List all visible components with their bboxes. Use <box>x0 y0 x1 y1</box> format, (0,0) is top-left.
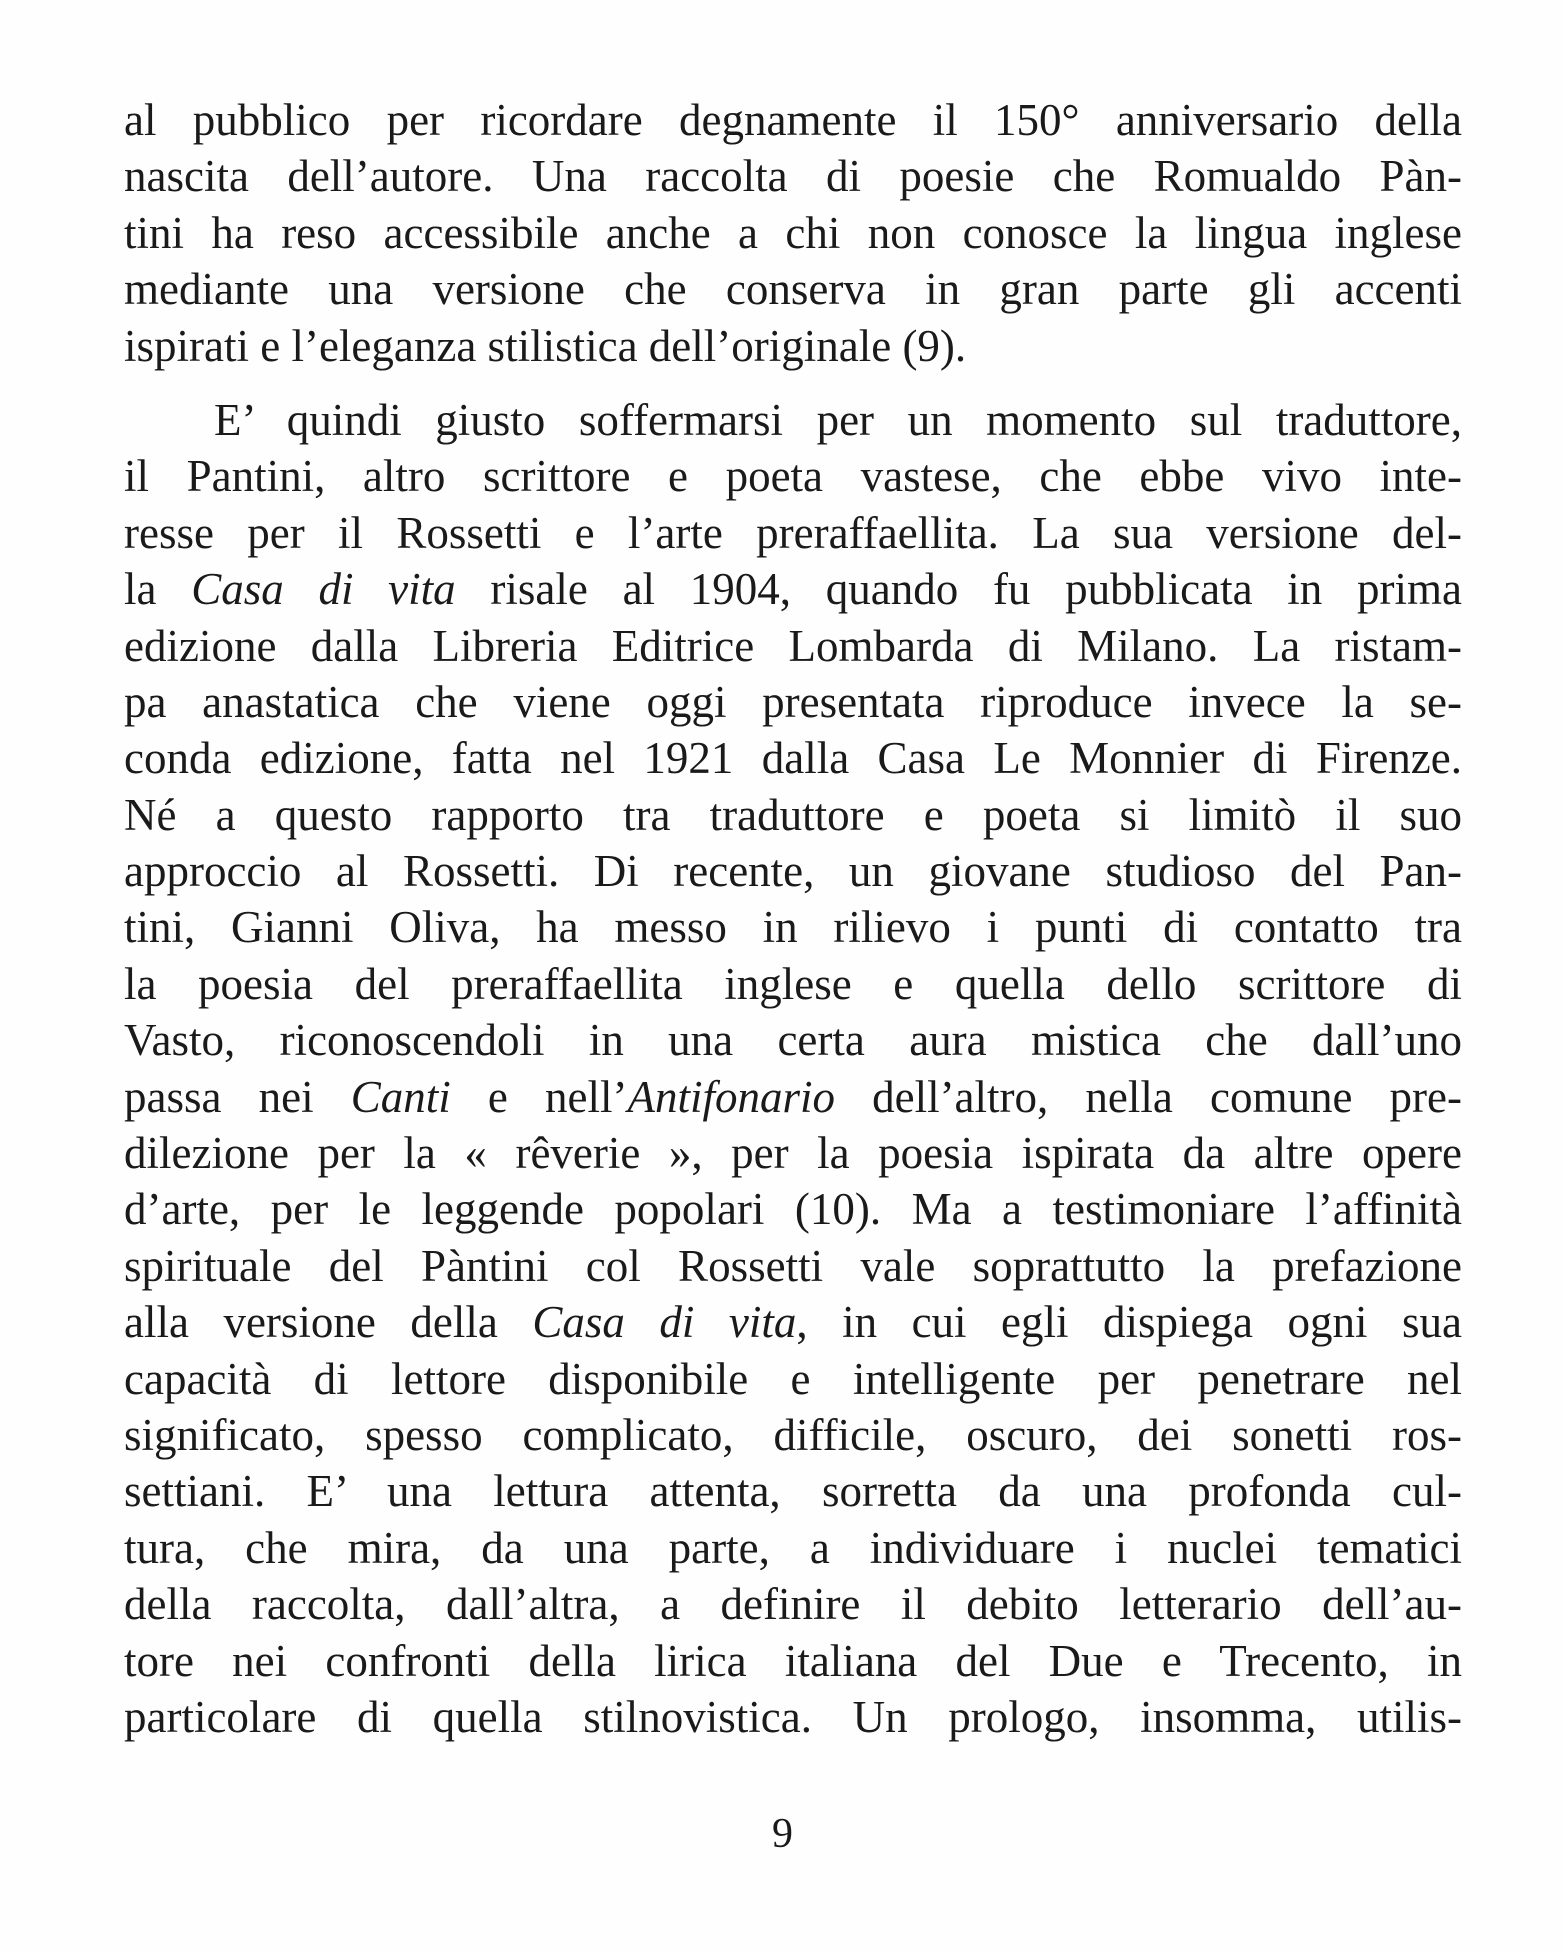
text-line: resse per il Rossetti e l’arte preraffaellita. La sua versione del- <box>124 507 1462 558</box>
text-segment: dell’altro, nella comune pre- <box>834 1071 1463 1122</box>
text-line: tore nei confronti della lirica italiana del Due e Trecento, in <box>124 1635 1462 1686</box>
text-line: d’arte, per le leggende popolari (10). Ma a testimoniare l’affinità <box>124 1184 1462 1235</box>
text-segment: , in cui egli dispiega ogni sua <box>796 1297 1462 1348</box>
text-line: della raccolta, dall’altra, a definire il debito letterario dell’au- <box>124 1579 1462 1630</box>
text-line: Né a questo rapporto tra traduttore e poeta si limitò il suo <box>124 789 1462 840</box>
text-line: la poesia del preraffaellita inglese e quella dello scrittore di <box>124 958 1462 1009</box>
text-segment: e nell’ <box>450 1071 628 1122</box>
text-line: Vasto, riconoscendoli in una certa aura mistica che dall’uno <box>124 1015 1462 1066</box>
text-line-indented <box>124 392 1462 448</box>
text-line: ispirati e l’eleganza stilistica dell’originale (9). <box>124 320 967 371</box>
text-line: settiani. E’ una lettura attenta, sorretta da una profonda cul- <box>124 1466 1462 1517</box>
text-line: conda edizione, fatta nel 1921 dalla Casa Le Monnier di Firenze. <box>124 733 1462 784</box>
text-line: edizione dalla Libreria Editrice Lombarda di Milano. La ristam- <box>124 620 1462 671</box>
book-title-antifonario: Antifonario <box>627 1071 835 1122</box>
text-line: mediante una versione che conserva in gran parte gli accenti <box>124 264 1462 315</box>
text-line: nascita dell’autore. Una raccolta di poesie che Romualdo Pàn- <box>124 151 1462 202</box>
text-line-with-title <box>124 1294 1462 1350</box>
paragraph-gap <box>124 374 1462 392</box>
paragraph-1 <box>124 92 1462 374</box>
text-line: al pubblico per ricordare degnamente il 150° anniversario della <box>124 95 1462 145</box>
text-segment: risale al 1904, quando fu pubblicata in prima <box>455 564 1462 615</box>
text-segment: passa nei <box>124 1071 351 1122</box>
text-line: tini ha reso accessibile anche a chi non conosce la lingua inglese <box>124 207 1462 258</box>
text-line: spirituale del Pàntini col Rossetti vale soprattutto la prefazione <box>124 1240 1462 1291</box>
text-line: approccio al Rossetti. Di recente, un giovane studioso del Pan- <box>124 846 1462 897</box>
text-line: tura, che mira, da una parte, a individuare i nuclei tematici <box>124 1522 1462 1573</box>
text-segment: la <box>124 564 192 615</box>
text-line: capacità di lettore disponibile e intelligente per penetrare nel <box>124 1353 1462 1404</box>
text-line-content: E’ quindi giusto soffermarsi per un momento sul traduttore, <box>214 394 1462 445</box>
book-title-casa-di-vita: Casa di vita <box>191 564 456 615</box>
body-text <box>124 92 1462 1745</box>
text-line: tini, Gianni Oliva, ha messo in rilievo i punti di contatto tra <box>124 902 1462 953</box>
text-line: significato, spesso complicato, difficile, oscuro, dei sonetti ros- <box>124 1409 1462 1460</box>
text-line: pa anastatica che viene oggi presentata riproduce invece la se- <box>124 676 1462 727</box>
book-title-casa-di-vita: Casa di vita <box>532 1297 797 1348</box>
text-line-with-title <box>124 561 1462 617</box>
book-title-canti: Canti <box>350 1071 451 1122</box>
text-line: particolare di quella stilnovistica. Un prologo, insomma, utilis- <box>124 1691 1462 1742</box>
paragraph-2 <box>124 392 1462 1745</box>
text-line: il Pantini, altro scrittore e poeta vastese, che ebbe vivo inte- <box>124 451 1462 502</box>
text-segment: alla versione della <box>124 1297 533 1348</box>
text-line-with-titles <box>124 1069 1462 1125</box>
text-line: dilezione per la « rêverie », per la poesia ispirata da altre opere <box>124 1128 1462 1179</box>
page-number: 9 <box>772 1811 793 1857</box>
